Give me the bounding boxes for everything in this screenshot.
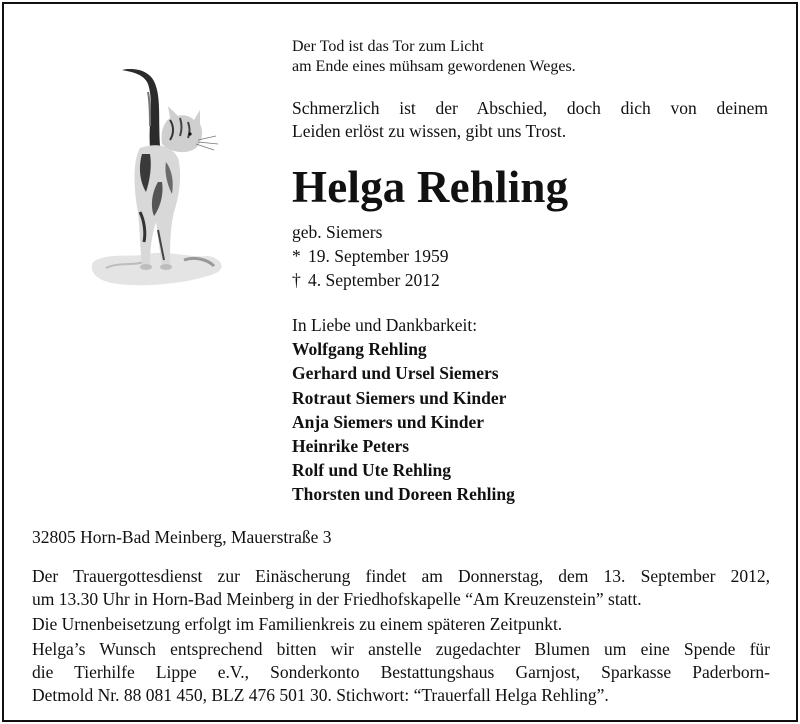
birth-line [292,244,448,268]
opening-quote [292,37,576,77]
quote-line: Leiden erlöst zu wissen, gibt uns Trost. [292,121,567,141]
life-dates [292,220,448,292]
mourner-name: Gerhard und Ursel Siemers [292,363,499,384]
mourner-name: Heinrike Peters [292,436,410,457]
notice-line: Der Trauergottesdienst zur Einäscherung findet am Donnerstag, dem 13. September 2012, [32,566,770,586]
quote-line: Der Tod ist das Tor zum Licht [292,38,484,55]
death-date: 4. September 2012 [308,270,440,290]
mourner-name: Thorsten und Doreen Rehling [292,484,515,505]
comfort-quote [292,97,768,143]
mourner-name: Rolf und Ute Rehling [292,460,451,481]
deceased-name: Helga Rehling [292,162,569,212]
notice-line: die Tierhilfe Lippe e.V., Sonderkonto Bestattungshaus Garnjost, Sparkasse Paderborn- [32,662,770,682]
mourners-list [292,313,515,507]
quote-line: Schmerzlich ist der Abschied, doch dich von deinem [292,98,768,118]
cat-illustration [88,62,228,298]
notice-line: Die Urnenbeisetzung erfolgt im Familienkreis zu einem späteren Zeitpunkt. [32,614,563,634]
mourner-name: Anja Siemers und Kinder [292,411,485,432]
mourner-name: Rotraut Siemers und Kinder [292,387,507,408]
mourner-name: Wolfgang Rehling [292,339,427,360]
quote-line: am Ende eines mühsam gewordenen Weges. [292,58,576,75]
birth-date: 19. September 1959 [308,246,449,266]
birth-star-icon: * [292,246,301,266]
mourners-intro: In Liebe und Dankbarkeit: [292,315,478,335]
death-line [292,268,448,292]
notice-line: Detmold Nr. 88 081 450, BLZ 476 501 30. Stichwort: “Trauerfall Helga Rehling”. [32,685,609,705]
notice-line: um 13.30 Uhr in Horn-Bad Meinberg in der Friedhofskapelle “Am Kreuzenstein” statt. [32,589,642,609]
maiden-name: geb. Siemers [292,222,383,242]
family-address: 32805 Horn-Bad Meinberg, Mauerstraße 3 [32,527,332,547]
death-cross-icon: † [292,270,301,290]
funeral-notice [32,565,770,707]
notice-line: Helga’s Wunsch entsprechend bitten wir anstelle zugedachter Blumen um eine Spende für [32,639,770,659]
